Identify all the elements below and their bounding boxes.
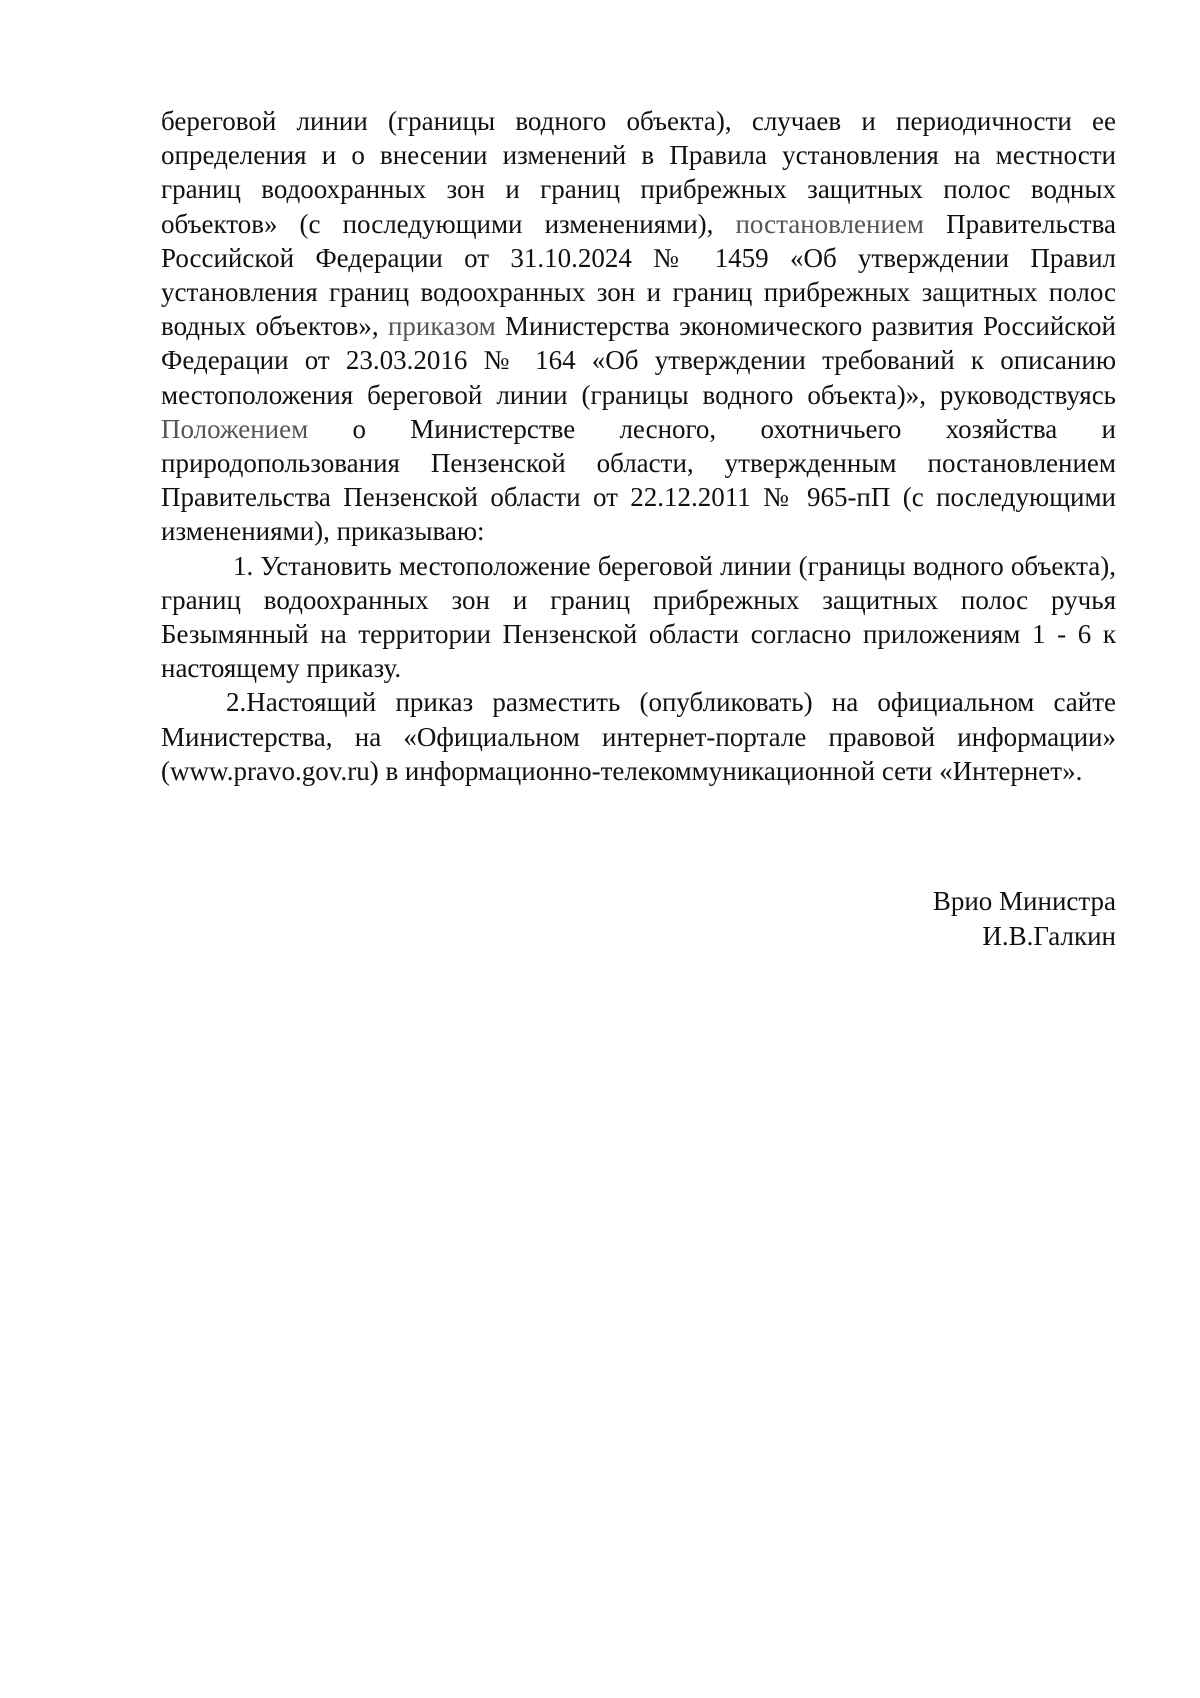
intro-link-resolution: постановлением	[735, 208, 924, 239]
document-body	[161, 104, 1116, 788]
intro-text-3: Министерства экономического развития Российской Федерации от 23.03.2016 № 164 «Об утверждении требований к описанию местоположения береговой линии (границы водного объекта)», руководствуясь	[161, 311, 1116, 410]
intro-text-4: о Министерстве лесного, охотничьего хозяйства и природопользования Пензенской области, утвержденным постановлением Правительства Пензенской области от 22.12.2011 № 965-пП (с последующими изменениями), приказываю:	[161, 413, 1116, 547]
signatory-name: И.В.Галкин	[982, 921, 1116, 951]
intro-link-order: приказом	[387, 311, 496, 342]
signature-block	[933, 884, 1116, 954]
intro-text-2: Правительства Российской Федерации от 31.10.2024 № 1459 «Об утверждении Правил установления границ водоохранных зон и границ прибрежных защитных полос водных объектов»,	[161, 208, 1116, 342]
order-item-2: 2.Настоящий приказ разместить (опубликовать) на официальном сайте Министерства, на «Официальном интернет-портале правовой информации» (www.pravo.gov.ru) в информационно-телекоммуникационной сети «Интернет».	[161, 687, 1116, 786]
order-item-1: 1. Установить местоположение береговой линии (границы водного объекта), границ водоохранных зон и границ прибрежных защитных полос ручья Безымянный на территории Пензенской области согласно приложениям 1 - 6 к настоящему приказу.	[161, 550, 1116, 684]
intro-paragraph	[161, 104, 1116, 549]
intro-text-1: береговой линии (границы водного объекта), случаев и периодичности ее определения и о внесении изменений в Правила установления на местности границ водоохранных зон и границ прибрежных защитных полос водных объектов» (с последующими изменениями),	[161, 106, 1116, 239]
intro-link-regulation: Положением	[161, 413, 309, 444]
signatory-position: Врио Министра	[932, 886, 1116, 916]
